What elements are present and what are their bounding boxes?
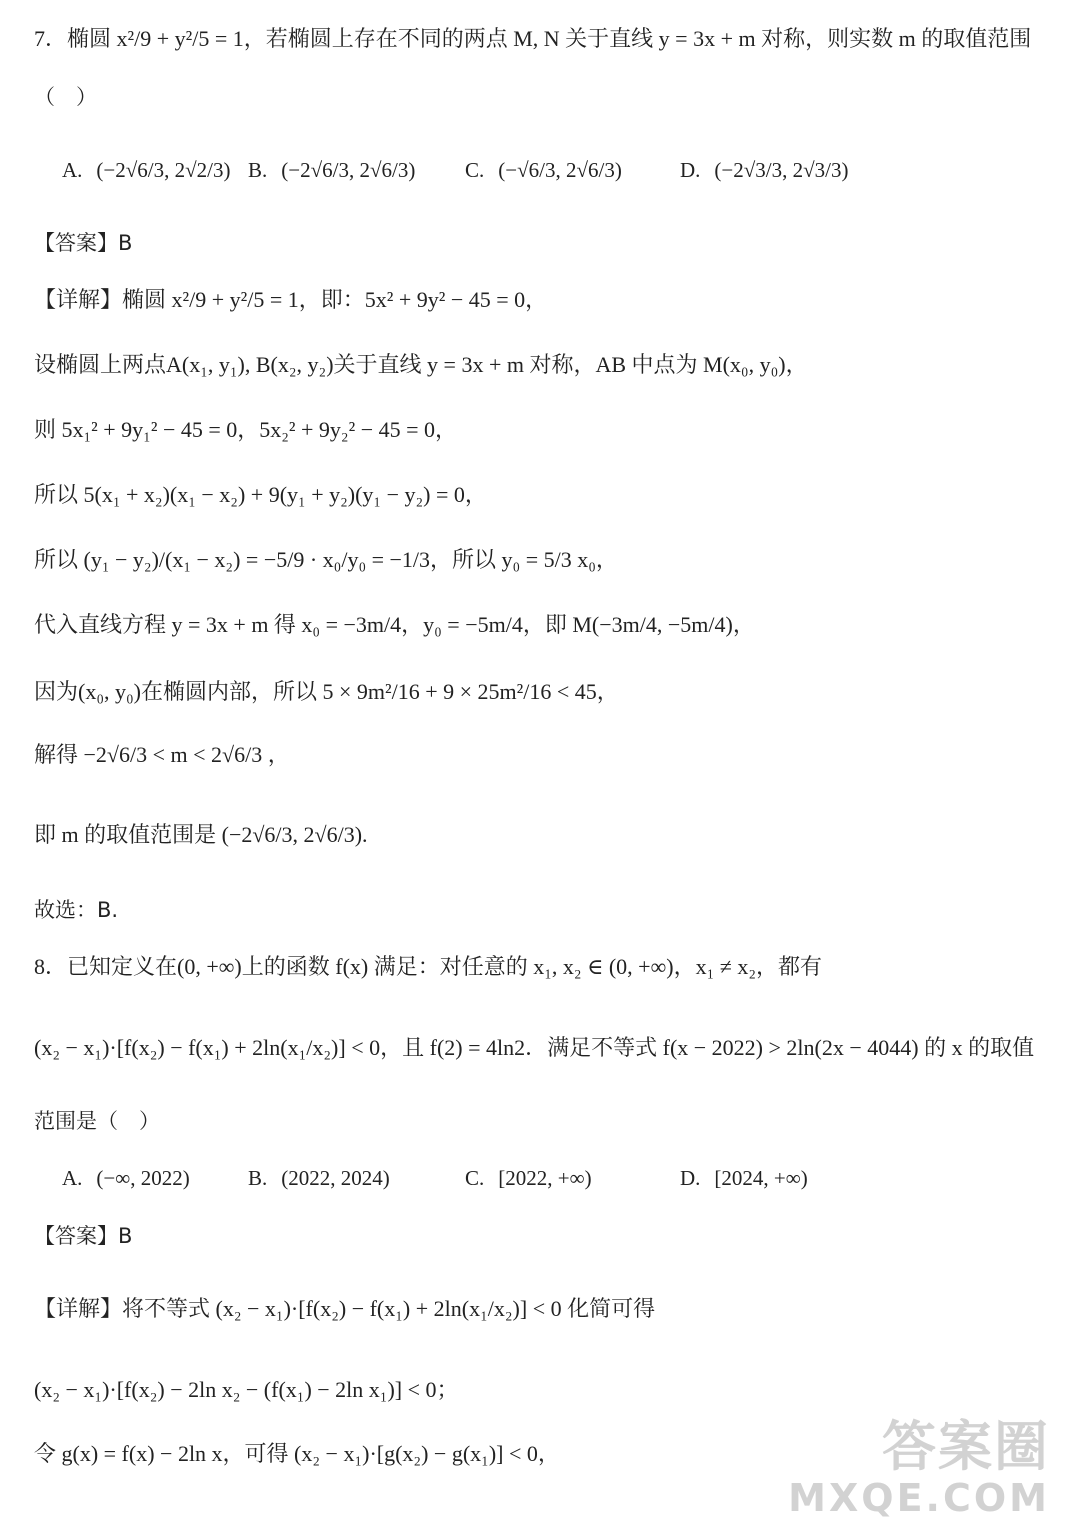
q8-solution-line: (x₂ − x₁)·[f(x₂) − 2ln x₂ − (f(x₁) − 2ln x₁)] < 0； [34,1377,459,1402]
q8-solution-line: 【详解】将不等式 (x₂ − x₁)·[f(x₂) − f(x₁) + 2ln(x₁/x₂)] < 0 化简可得 [34,1296,656,1321]
watermark-logo [788,1417,1050,1519]
q7-option-b [248,155,415,185]
q7-solution-line: 设椭圆上两点A(x₁, y₁), B(x₂, y₂)关于直线 y = 3x + m 对称，AB 中点为 M(x₀, y₀)， [34,352,808,377]
q8-option-b [248,1163,390,1193]
option-letter: B. [248,158,268,182]
q7-option-a [62,155,230,185]
option-text: [2022, +∞) [498,1166,592,1190]
q8-stem-2: (x₂ − x₁)·[f(x₂) − f(x₁) + 2ln(x₁/x₂)] < 0，且 f(2) = 4ln2．满足不等式 f(x − 2022) > 2ln(2x − 4044) 的 x 的取值 [34,1035,1035,1060]
q8-answer: 【答案】B [34,1224,133,1248]
q7-paren: （ ） [34,85,97,109]
q8-stem-3: 范围是（ ） [34,1109,160,1133]
q8-option-a [62,1163,190,1193]
q7-solution-line: 【详解】椭圆 x²/9 + y²/5 = 1，即：5x² + 9y² − 45 = 0， [34,287,548,312]
q7-solution-line: 解得 −2√6/3 < m < 2√6/3 ， [34,742,290,767]
q7-answer: 【答案】B [34,231,133,255]
watermark-bottom: MXQE.COM [788,1476,1050,1520]
watermark-top: 答案圈 [882,1415,1050,1478]
option-text: (−∞, 2022) [96,1166,190,1190]
option-text: [2024, +∞) [714,1166,808,1190]
q7-solution-line: 即 m 的取值范围是 (−2√6/3, 2√6/3). [34,822,368,847]
q8-stem: 8．已知定义在(0, +∞)上的函数 f(x) 满足：对任意的 x₁, x₂ ∈ (0, +∞)，x₁ ≠ x₂，都有 [34,954,823,979]
option-text: (−√6/3, 2√6/3) [498,158,622,182]
q7-option-d [680,155,848,185]
q7-solution-line: 故选：B. [34,898,119,922]
q8-option-d [680,1163,808,1193]
q8-option-c [465,1163,592,1193]
option-text: (−2√3/3, 2√3/3) [714,158,849,182]
q7-solution-line: 因为(x₀, y₀)在椭圆内部，所以 5 × 9m²/16 + 9 × 25m²/16 < 45， [34,679,619,704]
option-letter: C. [465,158,485,182]
q7-solution-line: 所以 (y₁ − y₂)/(x₁ − x₂) = −5/9 · x₀/y₀ = −1/3，所以 y₀ = 5/3 x₀， [34,547,618,572]
option-letter: A. [62,158,83,182]
option-text: (2022, 2024) [281,1166,390,1190]
option-letter: D. [680,1166,701,1190]
option-letter: D. [680,158,701,182]
option-text: (−2√6/3, 2√2/3) [96,158,231,182]
q7-solution-line: 则 5x₁² + 9y₁² − 45 = 0，5x₂² + 9y₂² − 45 = 0， [34,417,458,442]
q7-option-c [465,155,622,185]
option-letter: A. [62,1166,83,1190]
option-letter: C. [465,1166,485,1190]
option-letter: B. [248,1166,268,1190]
option-text: (−2√6/3, 2√6/3) [281,158,416,182]
q8-solution-line: 令 g(x) = f(x) − 2ln x，可得 (x₂ − x₁)·[g(x₂) − g(x₁)] < 0， [34,1441,560,1466]
q7-solution-line: 所以 5(x₁ + x₂)(x₁ − x₂) + 9(y₁ + y₂)(y₁ − y₂) = 0， [34,482,487,507]
q7-stem: 7．椭圆 x²/9 + y²/5 = 1，若椭圆上存在不同的两点 M, N 关于直线 y = 3x + m 对称，则实数 m 的取值范围 [34,26,1032,51]
q7-solution-line: 代入直线方程 y = 3x + m 得 x₀ = −3m/4，y₀ = −5m/4，即 M(−3m/4, −5m/4)， [34,612,755,637]
